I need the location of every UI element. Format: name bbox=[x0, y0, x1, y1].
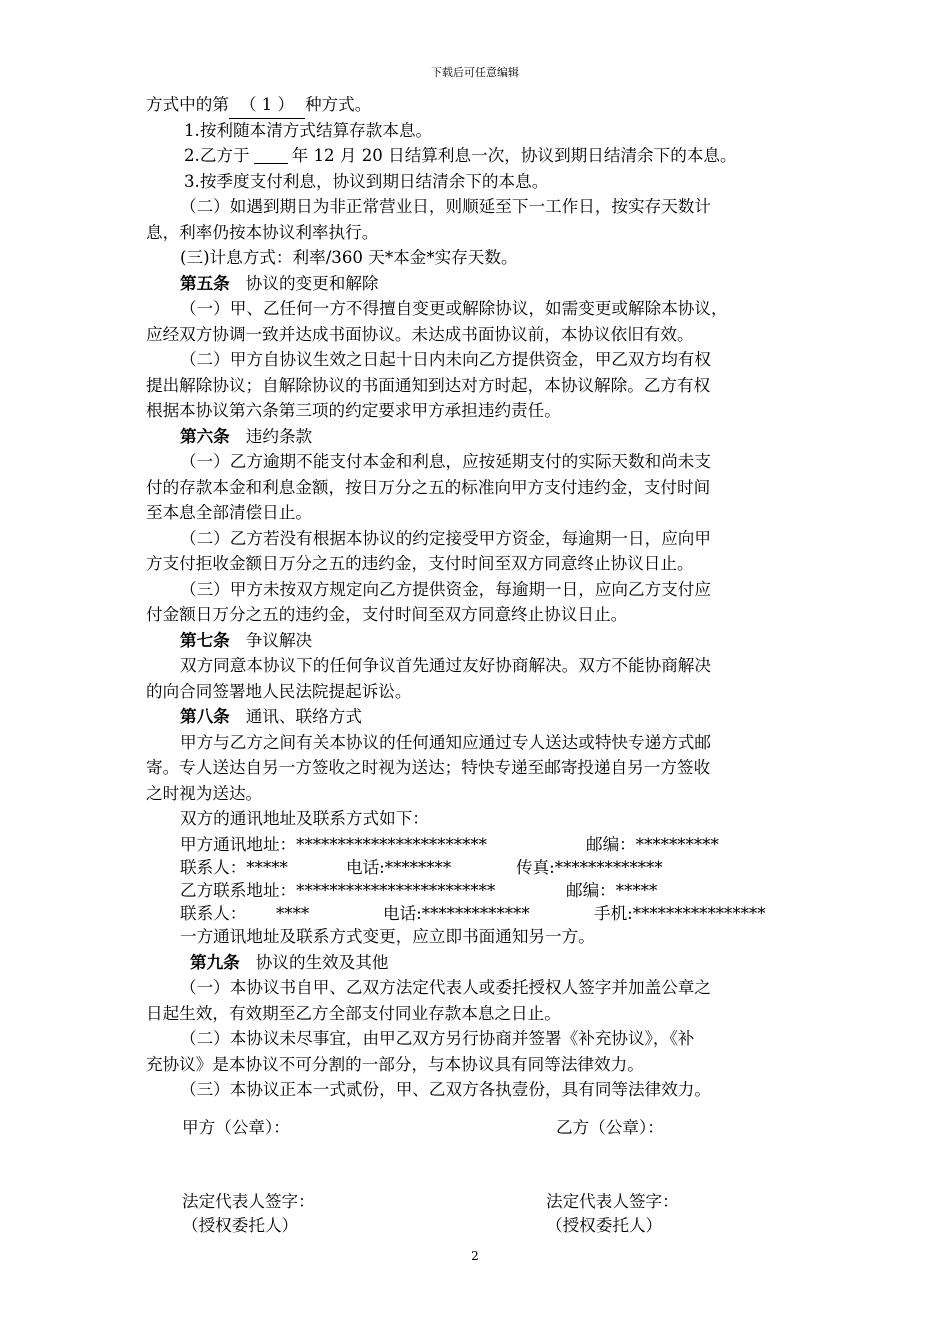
page-header: 下载后可任意编辑 bbox=[431, 66, 519, 79]
paragraph-line: （一）甲、乙任何一方不得擅自变更或解除协议，如需变更或解除本协议， bbox=[180, 299, 728, 318]
contact-row-party-b-address: 乙方联系地址：************************ 邮编：***** bbox=[180, 880, 658, 900]
contact-row-party-a-address: 甲方通讯地址：*********************** 邮编：********** bbox=[180, 834, 719, 854]
paragraph-line: 方式中的第 （ 1 ） 种方式。 bbox=[146, 92, 806, 118]
paragraph-line: 付的存款本金和利息金额，按日万分之五的标准向甲方支付违约金，支付时间 bbox=[146, 477, 711, 497]
representative-line bbox=[146, 1188, 806, 1214]
party-a-representative-label: 法定代表人签字： bbox=[182, 1192, 315, 1211]
paragraph-line: 付金额日万分之五的违约金，支付时间至双方同意终止协议日止。 bbox=[146, 605, 628, 624]
contract-body bbox=[146, 92, 806, 1103]
paragraph-line: 寄。专人送达自另一方签收之时视为送达；特快专递至邮寄投递自另一方签收 bbox=[146, 758, 711, 777]
paragraph-line: 应经双方协调一致并达成书面协议。未达成书面协议前，本协议依旧有效。 bbox=[146, 324, 694, 344]
paragraph-line: 提出解除协议；自解除协议的书面通知到达对方时起，本协议解除。乙方有权 bbox=[146, 375, 711, 395]
authorized-line bbox=[146, 1212, 806, 1238]
party-b-seal-label: 乙方（公章）： bbox=[556, 1118, 664, 1137]
method-number-blank: （ 1 ） bbox=[229, 92, 305, 119]
paragraph-line: 一方通讯地址及联系方式变更，应立即书面通知另一方。 bbox=[180, 927, 595, 947]
article-heading: 第七条 争议解决 bbox=[180, 629, 313, 650]
paragraph-line: （二）本协议未尽事宜，由甲乙双方另行协商并签署《补充协议》，《补 bbox=[180, 1029, 695, 1049]
paragraph-line: （一）本协议书自甲、乙双方法定代表人或委托授权人签字并加盖公章之 bbox=[180, 978, 711, 998]
paragraph-line: 3.按季度支付利息，协议到期日结清余下的本息。 bbox=[184, 171, 549, 191]
paragraph-line: （二）如遇到期日为非正常营业日，则顺延至下一工作日，按实存天数计 bbox=[180, 197, 711, 216]
paragraph-line: （二）甲方自协议生效之日起十日内未向乙方提供资金，甲乙双方均有权 bbox=[180, 350, 711, 369]
paragraph-line: 方支付拒收金额日万分之五的违约金，支付时间至双方同意终止协议日止。 bbox=[146, 554, 694, 573]
contact-row-party-a-contact: 联系人：***** 电话:******** 传真:************* bbox=[180, 857, 663, 877]
paragraph-line: 至本息全部清偿日止。 bbox=[146, 503, 312, 522]
paragraph-line: 根据本协议第六条第三项的约定要求甲方承担违约责任。 bbox=[146, 401, 561, 420]
paragraph-line: （三）甲方未按双方规定向乙方提供资金，每逾期一日，应向乙方支付应 bbox=[180, 579, 711, 599]
party-b-representative-label: 法定代表人签字： bbox=[546, 1192, 679, 1211]
paragraph-line: （一）乙方逾期不能支付本金和利息，应按延期支付的实际天数和尚未支 bbox=[180, 452, 711, 471]
paragraph-line: 之时视为送达。 bbox=[146, 783, 263, 803]
paragraph-line: （二）乙方若没有根据本协议的约定接受甲方资金，每逾期一日，应向甲 bbox=[180, 528, 711, 548]
paragraph-line: 的向合同签署地人民法院提起诉讼。 bbox=[146, 681, 412, 701]
paragraph-line: 双方同意本协议下的任何争议首先通过友好协商解决。双方不能协商解决 bbox=[180, 656, 711, 675]
article-heading: 第八条 通讯、联络方式 bbox=[180, 706, 362, 726]
paragraph-line: 2.乙方于 年 12 月 20 日结算利息一次，协议到期日结清余下的本息。 bbox=[184, 146, 737, 165]
paragraph-line: 甲方与乙方之间有关本协议的任何通知应通过专人送达或特快专递方式邮 bbox=[180, 732, 711, 752]
paragraph-line: (三)计息方式：利率/360 天*本金*实存天数。 bbox=[180, 248, 518, 267]
year-blank bbox=[254, 145, 288, 164]
article-heading: 第五条 协议的变更和解除 bbox=[180, 272, 379, 293]
party-a-seal-label: 甲方（公章）： bbox=[182, 1118, 290, 1137]
paragraph-line: 息，利率仍按本协议利率执行。 bbox=[146, 222, 379, 242]
paragraph-line: （三）本协议正本一式贰份，甲、乙双方各执壹份，具有同等法律效力。 bbox=[180, 1080, 711, 1100]
paragraph-line: 充协议》是本协议不可分割的一部分，与本协议具有同等法律效力。 bbox=[146, 1054, 644, 1074]
article-heading: 第九条 协议的生效及其他 bbox=[190, 951, 389, 972]
article-heading: 第六条 违约条款 bbox=[180, 425, 313, 446]
seal-line bbox=[146, 1114, 806, 1140]
paragraph-line: 双方的通讯地址及联系方式如下： bbox=[180, 809, 429, 828]
page-number: 2 bbox=[471, 1249, 479, 1263]
party-a-authorized-label: （授权委托人） bbox=[182, 1216, 299, 1235]
paragraph-line: 日起生效，有效期至乙方全部支付同业存款本息之日止。 bbox=[146, 1003, 561, 1023]
party-b-authorized-label: （授权委托人） bbox=[546, 1216, 663, 1235]
contact-row-party-b-contact: 联系人： **** 电话:************* 手机:**************** bbox=[180, 904, 766, 924]
paragraph-line: 1.按利随本清方式结算存款本息。 bbox=[184, 120, 433, 140]
